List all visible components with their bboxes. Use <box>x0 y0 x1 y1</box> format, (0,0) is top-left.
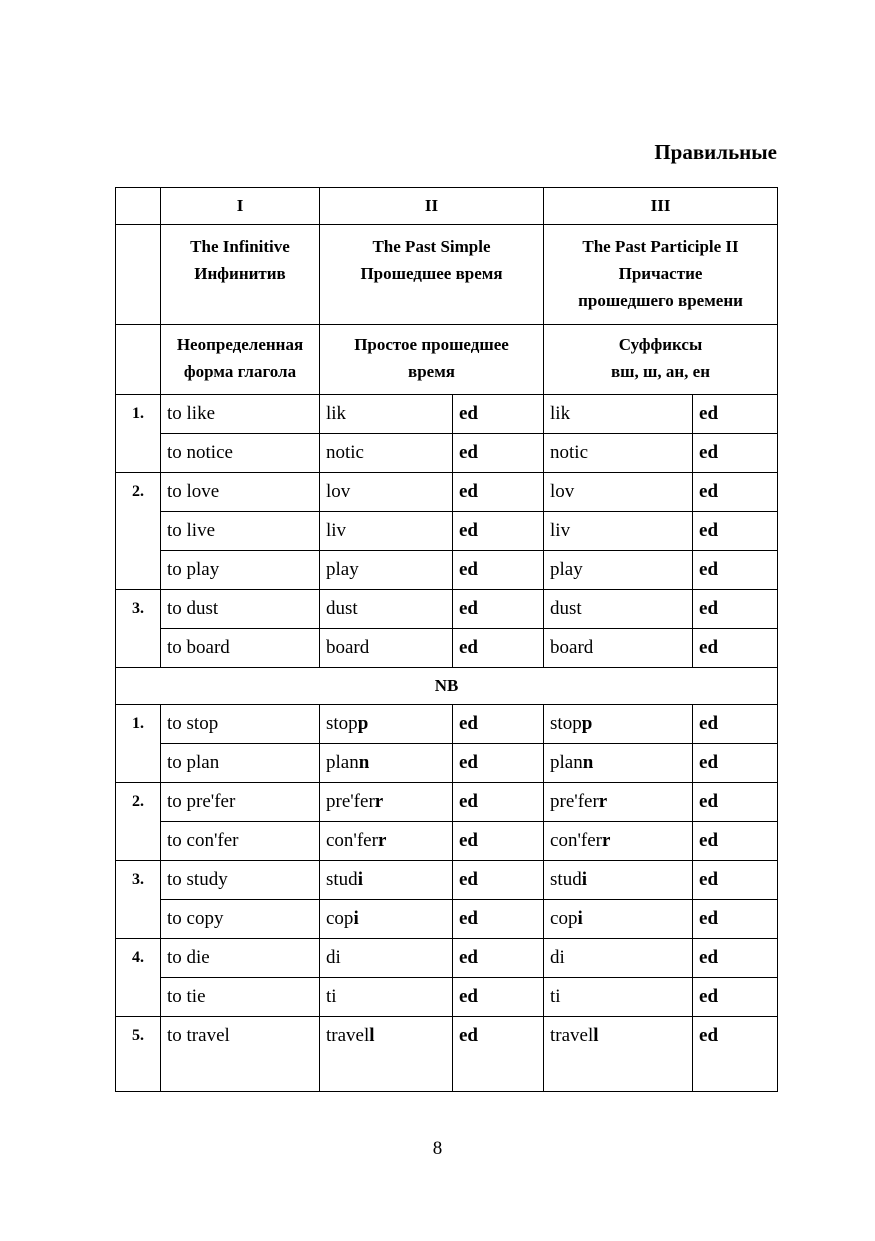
desc-line: Простое прошедшее <box>354 335 509 354</box>
table-row <box>116 395 778 434</box>
group-number: 2. <box>116 783 161 861</box>
stem-text: lov <box>326 481 351 502</box>
header-blank-cell <box>116 188 161 225</box>
group-number: 1. <box>116 705 161 783</box>
participle-suffix-cell: ed <box>693 629 778 668</box>
participle-stem-cell <box>544 783 693 822</box>
past-stem-cell <box>320 590 453 629</box>
stem-doubled-letter: r <box>598 791 608 812</box>
roman-i: I <box>161 188 320 225</box>
stem-doubled-letter: r <box>374 791 384 812</box>
stem-text: ti <box>550 986 561 1007</box>
table-row <box>116 744 778 783</box>
infinitive-cell: to love <box>161 473 320 512</box>
page-number: 8 <box>432 1138 443 1159</box>
roman-ii: II <box>320 188 544 225</box>
stem-text: liv <box>550 520 571 541</box>
past-suffix-cell: ed <box>453 629 544 668</box>
participle-stem-cell <box>544 434 693 473</box>
stem-doubled-letter: l <box>369 1025 375 1046</box>
stem-text: con'fer <box>326 830 378 851</box>
participle-suffix-cell: ed <box>693 473 778 512</box>
past-suffix-cell: ed <box>453 512 544 551</box>
header-line: прошедшего времени <box>578 291 743 310</box>
col-past-participle-desc <box>544 325 778 395</box>
col-past-participle-header <box>544 225 778 325</box>
nb-label: NB <box>116 668 778 705</box>
past-suffix-cell: ed <box>453 978 544 1017</box>
header-line: The Past Simple <box>372 237 491 256</box>
stem-text: stop <box>550 713 582 734</box>
past-suffix-cell: ed <box>453 900 544 939</box>
past-stem-cell <box>320 900 453 939</box>
infinitive-cell: to live <box>161 512 320 551</box>
participle-suffix-cell: ed <box>693 705 778 744</box>
past-stem-cell <box>320 939 453 978</box>
desc-line: форма глагола <box>183 362 297 381</box>
stem-doubled-letter: l <box>593 1025 599 1046</box>
past-suffix-cell: ed <box>453 1017 544 1092</box>
past-suffix-cell: ed <box>453 861 544 900</box>
table-row <box>116 473 778 512</box>
infinitive-cell: to pre'fer <box>161 783 320 822</box>
past-suffix-cell: ed <box>453 822 544 861</box>
participle-stem-cell <box>544 744 693 783</box>
stem-doubled-letter: i <box>581 869 587 890</box>
header-blank-cell <box>116 225 161 325</box>
group-number: 3. <box>116 590 161 668</box>
group-number: 2. <box>116 473 161 590</box>
past-stem-cell <box>320 1017 453 1092</box>
header-blank-cell <box>116 325 161 395</box>
past-suffix-cell: ed <box>453 473 544 512</box>
participle-suffix-cell: ed <box>693 900 778 939</box>
participle-suffix-cell: ed <box>693 744 778 783</box>
column-name-row <box>116 225 778 325</box>
participle-suffix-cell: ed <box>693 861 778 900</box>
group-number: 1. <box>116 395 161 473</box>
desc-line: Неопределенная <box>176 335 304 354</box>
table-row <box>116 783 778 822</box>
desc-line: Суффиксы <box>618 335 703 354</box>
infinitive-cell: to copy <box>161 900 320 939</box>
table-row <box>116 551 778 590</box>
stem-doubled-letter: p <box>581 713 593 734</box>
past-stem-cell <box>320 783 453 822</box>
stem-text: dust <box>326 598 358 619</box>
col-past-simple-header <box>320 225 544 325</box>
participle-suffix-cell: ed <box>693 822 778 861</box>
participle-suffix-cell: ed <box>693 1017 778 1092</box>
infinitive-cell: to tie <box>161 978 320 1017</box>
past-stem-cell <box>320 705 453 744</box>
participle-stem-cell <box>544 939 693 978</box>
past-suffix-cell: ed <box>453 705 544 744</box>
infinitive-cell: to dust <box>161 590 320 629</box>
nb-row <box>116 668 778 705</box>
col-infinitive-header <box>161 225 320 325</box>
past-stem-cell <box>320 744 453 783</box>
stem-text: pre'fer <box>326 791 375 812</box>
infinitive-cell: to con'fer <box>161 822 320 861</box>
table-row <box>116 939 778 978</box>
stem-doubled-letter: n <box>358 752 370 773</box>
header-line: Прошедшее время <box>360 264 503 283</box>
past-stem-cell <box>320 473 453 512</box>
stem-text: ti <box>326 986 337 1007</box>
stem-text: play <box>326 559 359 580</box>
table-row <box>116 900 778 939</box>
table-row <box>116 629 778 668</box>
stem-text: cop <box>550 908 578 929</box>
participle-stem-cell <box>544 900 693 939</box>
past-stem-cell <box>320 395 453 434</box>
infinitive-cell: to plan <box>161 744 320 783</box>
stem-text: con'fer <box>550 830 602 851</box>
participle-suffix-cell: ed <box>693 395 778 434</box>
stem-doubled-letter: r <box>601 830 611 851</box>
col-past-simple-desc <box>320 325 544 395</box>
infinitive-cell: to notice <box>161 434 320 473</box>
past-stem-cell <box>320 551 453 590</box>
table-row <box>116 434 778 473</box>
infinitive-cell: to like <box>161 395 320 434</box>
stem-text: stop <box>326 713 358 734</box>
header-line: Причастие <box>618 264 703 283</box>
header-line: The Past Participle II <box>582 237 739 256</box>
past-stem-cell <box>320 434 453 473</box>
past-suffix-cell: ed <box>453 939 544 978</box>
participle-suffix-cell: ed <box>693 978 778 1017</box>
past-stem-cell <box>320 861 453 900</box>
past-suffix-cell: ed <box>453 590 544 629</box>
participle-stem-cell <box>544 473 693 512</box>
stem-text: di <box>550 947 565 968</box>
participle-stem-cell <box>544 978 693 1017</box>
stem-text: play <box>550 559 583 580</box>
group-number: 4. <box>116 939 161 1017</box>
col-infinitive-desc <box>161 325 320 395</box>
group-number: 3. <box>116 861 161 939</box>
stem-text: cop <box>326 908 354 929</box>
past-suffix-cell: ed <box>453 395 544 434</box>
stem-text: plan <box>326 752 359 773</box>
table-row <box>116 861 778 900</box>
stem-text: board <box>326 637 370 658</box>
stem-text: stud <box>326 869 358 890</box>
stem-text: di <box>326 947 341 968</box>
participle-stem-cell <box>544 705 693 744</box>
infinitive-cell: to stop <box>161 705 320 744</box>
header-line: Инфинитив <box>194 264 286 283</box>
stem-text: board <box>550 637 594 658</box>
stem-text: travel <box>326 1025 370 1046</box>
stem-doubled-letter: i <box>577 908 583 929</box>
stem-text: lov <box>550 481 575 502</box>
desc-line: вш, ш, ан, ен <box>611 362 711 381</box>
participle-stem-cell <box>544 1017 693 1092</box>
table-row <box>116 590 778 629</box>
table-row <box>116 822 778 861</box>
stem-text: dust <box>550 598 582 619</box>
page-title: Правильные <box>654 140 777 164</box>
stem-text: notic <box>326 442 364 463</box>
stem-doubled-letter: p <box>357 713 369 734</box>
participle-stem-cell <box>544 629 693 668</box>
past-stem-cell <box>320 512 453 551</box>
stem-doubled-letter: n <box>582 752 594 773</box>
stem-text: travel <box>550 1025 594 1046</box>
participle-suffix-cell: ed <box>693 434 778 473</box>
participle-stem-cell <box>544 861 693 900</box>
past-suffix-cell: ed <box>453 551 544 590</box>
past-suffix-cell: ed <box>453 783 544 822</box>
header-line: The Infinitive <box>190 237 290 256</box>
participle-stem-cell <box>544 822 693 861</box>
past-suffix-cell: ed <box>453 744 544 783</box>
participle-stem-cell <box>544 512 693 551</box>
past-stem-cell <box>320 629 453 668</box>
desc-line: время <box>408 362 455 381</box>
infinitive-cell: to board <box>161 629 320 668</box>
stem-text: plan <box>550 752 583 773</box>
past-stem-cell <box>320 978 453 1017</box>
stem-text: lik <box>326 403 347 424</box>
roman-iii: III <box>544 188 778 225</box>
stem-text: liv <box>326 520 347 541</box>
stem-doubled-letter: r <box>377 830 387 851</box>
group-number: 5. <box>116 1017 161 1092</box>
roman-header-row <box>116 188 778 225</box>
participle-suffix-cell: ed <box>693 939 778 978</box>
infinitive-cell: to study <box>161 861 320 900</box>
infinitive-cell: to die <box>161 939 320 978</box>
table-row <box>116 1017 778 1092</box>
participle-suffix-cell: ed <box>693 590 778 629</box>
stem-doubled-letter: i <box>357 869 363 890</box>
stem-text: pre'fer <box>550 791 599 812</box>
stem-text: notic <box>550 442 589 463</box>
participle-suffix-cell: ed <box>693 512 778 551</box>
participle-suffix-cell: ed <box>693 551 778 590</box>
infinitive-cell: to travel <box>161 1017 320 1092</box>
stem-text: lik <box>550 403 571 424</box>
table-row <box>116 978 778 1017</box>
past-suffix-cell: ed <box>453 434 544 473</box>
participle-suffix-cell: ed <box>693 783 778 822</box>
participle-stem-cell <box>544 590 693 629</box>
column-desc-row <box>116 325 778 395</box>
participle-stem-cell <box>544 395 693 434</box>
table-row <box>116 705 778 744</box>
verb-table <box>115 187 778 1092</box>
past-stem-cell <box>320 822 453 861</box>
stem-doubled-letter: i <box>353 908 359 929</box>
stem-text: stud <box>550 869 582 890</box>
participle-stem-cell <box>544 551 693 590</box>
table-row <box>116 512 778 551</box>
infinitive-cell: to play <box>161 551 320 590</box>
